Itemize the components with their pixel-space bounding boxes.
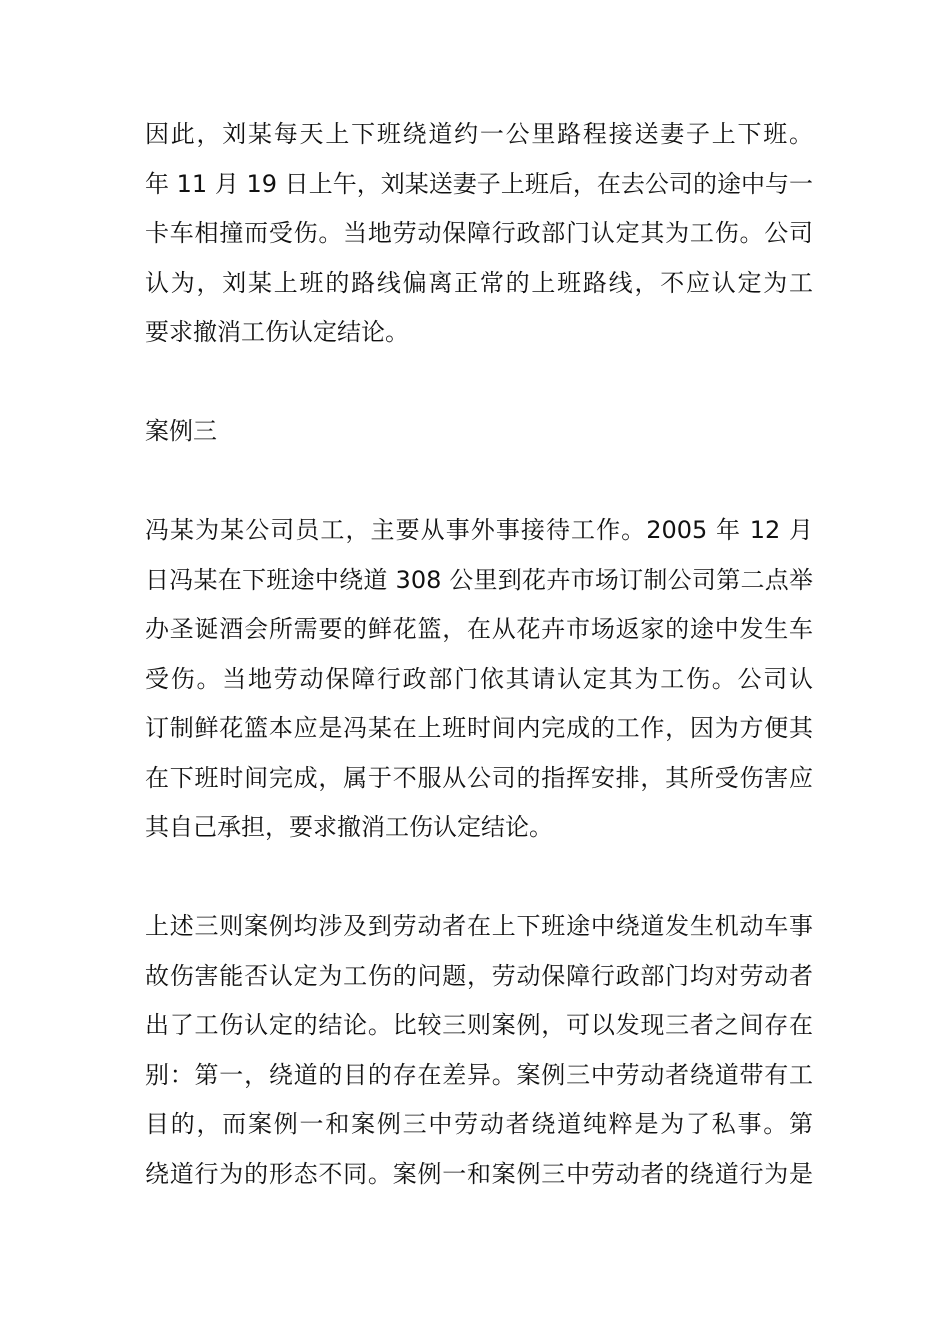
section-heading: 案例三	[145, 417, 217, 445]
document-body	[145, 110, 813, 1199]
text-line: 年 11 月 19 日上午，刘某送妻子上班后，在去公司的途中与一	[145, 169, 813, 198]
text-line: 订制鲜花篮本应是冯某在上班时间内完成的工作，因为方便其	[145, 714, 813, 742]
text-line: 要求撤消工伤认定结论。	[145, 318, 409, 346]
text-line: 其自己承担，要求撤消工伤认定结论。	[145, 813, 553, 841]
text-line: 绕道行为的形态不同。案例一和案例三中劳动者的绕道行为是	[145, 1159, 813, 1188]
text-line: 认为，刘某上班的路线偏离正常的上班路线，不应认定为工	[145, 268, 813, 297]
text-line: 因此，刘某每天上下班绕道约一公里路程接送妻子上下班。	[145, 120, 813, 148]
heading-case-three-block	[145, 407, 813, 457]
text-line: 上述三则案例均涉及到劳动者在上下班途中绕道发生机动车事	[145, 912, 813, 940]
paragraph-comparison	[145, 902, 813, 1199]
paragraph-spacer	[145, 358, 813, 408]
paragraph-case-three	[145, 506, 813, 853]
paragraph-spacer	[145, 457, 813, 507]
text-line: 卡车相撞而受伤。当地劳动保障行政部门认定其为工伤。公司	[145, 219, 813, 247]
text-line: 出了工伤认定的结论。比较三则案例，可以发现三者之间存在	[145, 1011, 813, 1039]
text-line: 在下班时间完成，属于不服从公司的指挥安排，其所受伤害应	[145, 763, 813, 792]
paragraph-commute-detour-case	[145, 110, 813, 358]
text-line: 日冯某在下班途中绕道 308 公里到花卉市场订制公司第二点举	[145, 565, 813, 594]
paragraph-spacer	[145, 853, 813, 903]
text-line: 故伤害能否认定为工伤的问题，劳动保障行政部门均对劳动者	[145, 961, 813, 990]
text-line: 目的，而案例一和案例三中劳动者绕道纯粹是为了私事。第	[145, 1110, 813, 1138]
text-line: 别：第一，绕道的目的存在差异。案例三中劳动者绕道带有工	[145, 1060, 813, 1089]
text-line: 办圣诞酒会所需要的鲜花篮，在从花卉市场返家的途中发生车	[145, 615, 813, 643]
text-line: 受伤。当地劳动保障行政部门依其请认定其为工伤。公司认	[145, 664, 813, 693]
text-line: 冯某为某公司员工，主要从事外事接待工作。2005 年 12 月	[145, 516, 813, 544]
